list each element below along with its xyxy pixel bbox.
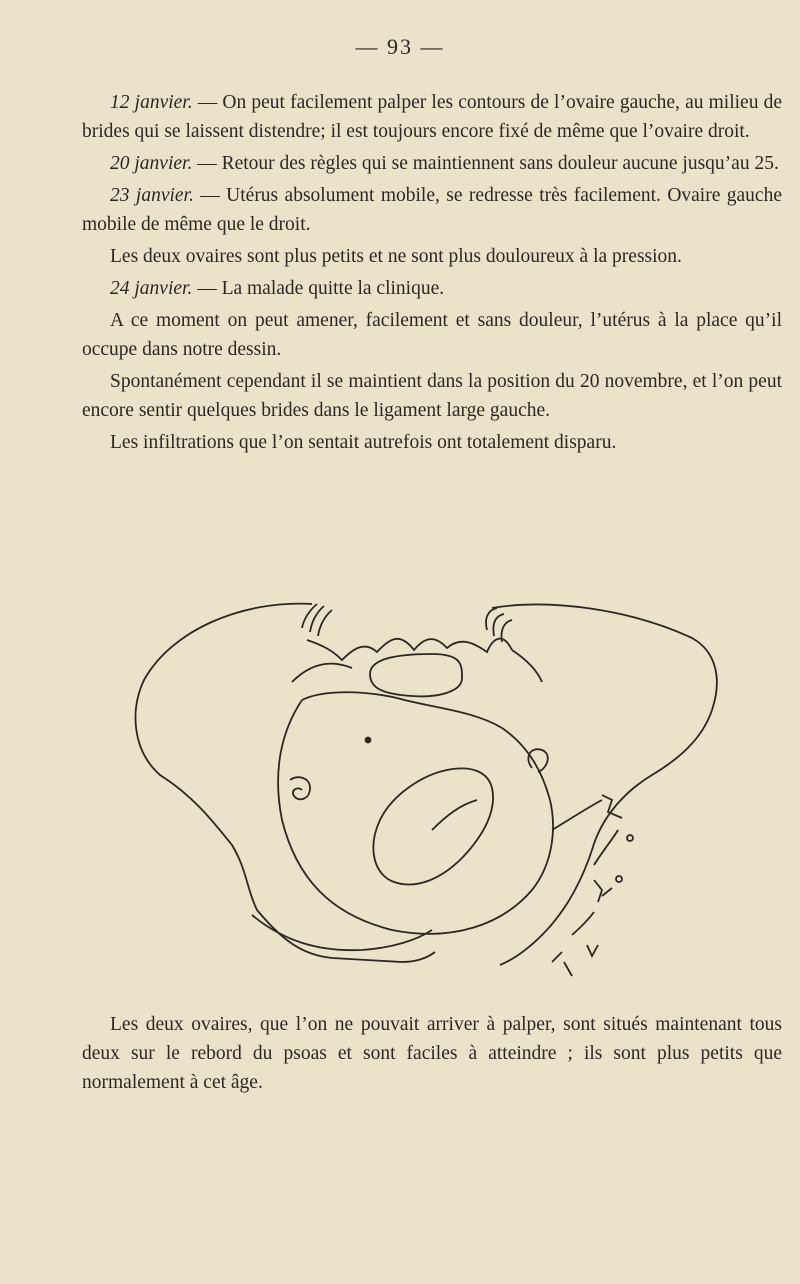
entry-text: — Retour des règles qui se maintiennent sans douleur aucune jusqu’au 25. bbox=[192, 153, 779, 174]
entry-text: Spontanément cependant il se maintient dans la position du 20 novembre, et l’on peut encore sentir quelques brides dans le ligament large gauche. bbox=[82, 371, 782, 421]
paragraph bbox=[82, 428, 782, 457]
uterus-fundus bbox=[432, 800, 477, 830]
sacrum-hatching-left bbox=[302, 604, 332, 636]
entry-text: A ce moment on peut amener, facilement et sans douleur, l’utérus à la place qu’il occupe dans notre dessin. bbox=[82, 310, 782, 360]
entry-text: — On peut facilement palper les contours de l’ovaire gauche, au milieu de brides qui se laissent distendre; il est toujours encore fixé de même que l’ovaire droit. bbox=[82, 92, 783, 142]
figure-caption bbox=[82, 1010, 782, 1097]
ligament-node bbox=[627, 835, 633, 841]
body-text bbox=[82, 88, 782, 460]
left-ovary bbox=[290, 777, 310, 799]
paragraph bbox=[82, 149, 782, 178]
paragraph bbox=[82, 306, 782, 364]
pelvic-inlet bbox=[278, 692, 553, 934]
caption-text: Les deux ovaires, que l’on ne pouvait arriver à palper, sont situés maintenant tous deux sur le rebord du psoas et sont faciles à atteindre ; ils sont plus petits que normalement à cet âge. bbox=[82, 1014, 782, 1093]
entry-date: 23 janvier. bbox=[110, 185, 194, 206]
right-iliac-wing bbox=[492, 605, 717, 965]
entry-text: — Utérus absolument mobile, se redresse très facilement. Ovaire gauche mobile de même que le droit. bbox=[82, 185, 782, 235]
sacral-contour bbox=[307, 639, 512, 660]
entry-date: 24 janvier. bbox=[110, 278, 193, 299]
page-number: — 93 — bbox=[355, 34, 445, 59]
entry-text: — La malade quitte la clinique. bbox=[192, 278, 445, 299]
paragraph bbox=[82, 367, 782, 425]
entry-text: Les deux ovaires sont plus petits et ne sont plus douloureux à la pression. bbox=[110, 246, 682, 267]
rectum-outline bbox=[370, 654, 462, 696]
broad-ligament bbox=[552, 795, 622, 976]
pelvis-drawing bbox=[132, 590, 800, 980]
fundus-dot bbox=[366, 738, 371, 743]
entry-date: 20 janvier. bbox=[110, 153, 193, 174]
paragraph bbox=[82, 181, 782, 239]
entry-text: Les infiltrations que l’on sentait autrefois ont totalement disparu. bbox=[110, 432, 617, 453]
entry-date: 12 janvier. bbox=[110, 92, 193, 113]
sacrum-hatching-right bbox=[486, 608, 512, 642]
paragraph bbox=[82, 242, 782, 271]
paragraph bbox=[82, 274, 782, 303]
ligament-node bbox=[616, 876, 622, 882]
paragraph bbox=[82, 88, 782, 146]
uterus-outline bbox=[373, 768, 493, 884]
anatomical-figure bbox=[132, 590, 800, 980]
